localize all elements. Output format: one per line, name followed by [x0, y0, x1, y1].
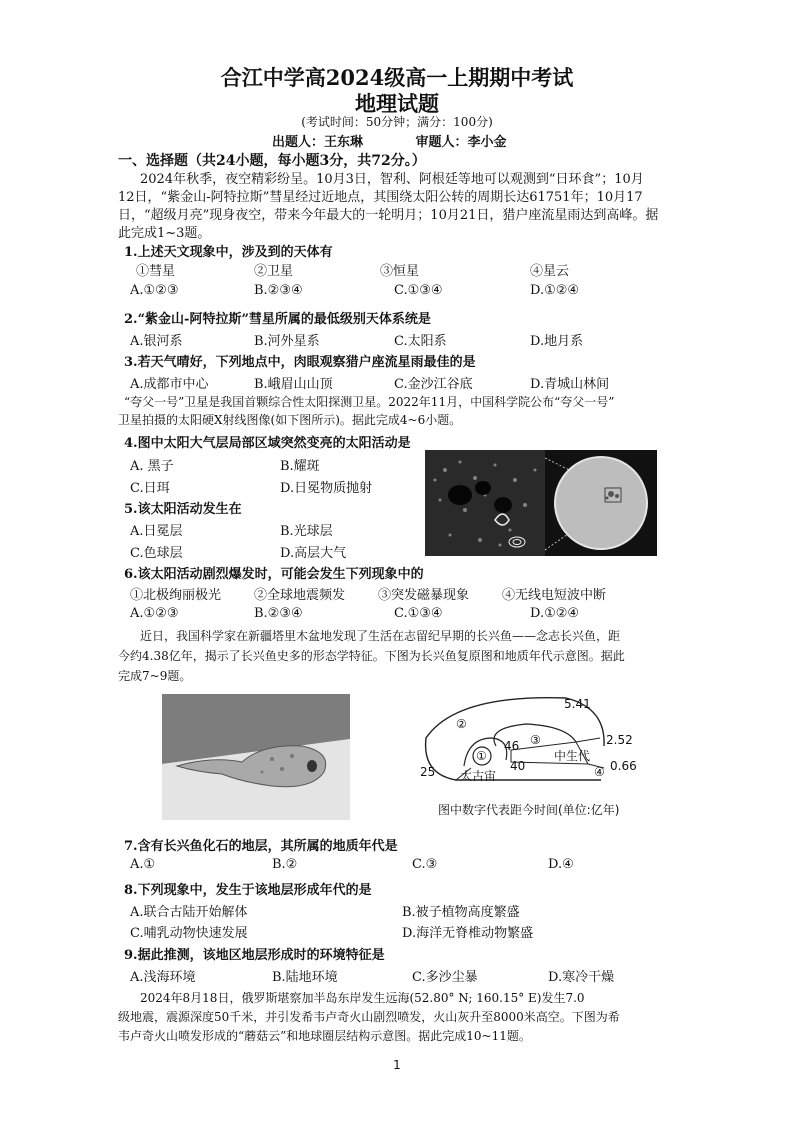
intro3-line: 近日，我国科学家在新疆塔里木盆地发现了生活在志留纪早期的长兴鱼——念志长兴鱼，距 — [140, 629, 621, 643]
q8-stem: 8.下列现象中，发生于该地层形成年代的是 — [124, 883, 372, 898]
q1-option: C.①③④ — [394, 283, 443, 298]
q1-item: ②卫星 — [254, 264, 294, 279]
q9-stem: 9.据此推测，该地区地层形成时的环境特征是 — [124, 948, 385, 963]
q6-option: B.②③④ — [254, 606, 303, 621]
q4-stem: 4.图中太阳大气层局部区域突然变亮的太阳活动是 — [124, 436, 411, 451]
q5-option: C.色球层 — [130, 546, 183, 561]
q3-option: C.金沙江谷底 — [394, 377, 473, 392]
q2-option: D.地月系 — [530, 334, 584, 349]
intro3-line: 今约4.38亿年，揭示了长兴鱼史多的形态学特征。下图为长兴鱼复原图和地质年代示意图。据此 — [118, 649, 625, 663]
q6-item: ①北极绚丽极光 — [130, 588, 222, 603]
authors — [272, 131, 555, 150]
q3-option: A.成都市中心 — [130, 377, 209, 392]
label-mesozoic: 中生代 — [554, 749, 591, 763]
label-archean: 太古宙 — [460, 769, 497, 783]
intro2-line: 卫星拍摄的太阳硬X射线图像(如下图所示)。据此完成4~6小题。 — [118, 413, 462, 427]
fish-figure — [162, 694, 350, 820]
q4-option: A. 黑子 — [130, 459, 174, 474]
geologic-time-diagram — [416, 688, 642, 804]
region-2: ② — [456, 717, 467, 731]
intro-line: 日，“超级月亮”现身夜空，带来今年最大的一轮明月；10月21日，猎户座流星雨达到高峰。据 — [118, 208, 659, 223]
exam-title: 合江中学高2024级高一上期期中考试 — [220, 65, 574, 90]
q6-option: A.①②③ — [130, 606, 179, 621]
q9-option: B.陆地环境 — [272, 970, 338, 985]
q8-option: B.被子植物高度繁盛 — [402, 905, 520, 920]
q8-options-row2 — [130, 922, 690, 940]
q6-option: C.①③④ — [394, 606, 443, 621]
q1-option: B.②③④ — [254, 283, 303, 298]
q5-options-row2 — [130, 542, 420, 560]
q2-option: C.太阳系 — [394, 334, 447, 349]
q7-option: C.③ — [412, 857, 438, 872]
q5-stem: 5.该太阳活动发生在 — [124, 502, 242, 517]
q8-option: C.哺乳动物快速发展 — [130, 926, 248, 941]
region-3: ③ — [530, 733, 541, 747]
q6-item: ②全球地震频发 — [254, 588, 346, 603]
intro-line: 12日，“紫金山-阿特拉斯”彗星经过近地点，其围绕太阳公转的周期长达61751年；10月17 — [118, 190, 643, 205]
q9-options — [130, 966, 690, 984]
q4-options-row1 — [130, 455, 420, 473]
q6-stem: 6.该太阳活动剧烈爆发时，可能会发生下列现象中的 — [124, 567, 424, 582]
solar-xray-image — [425, 450, 657, 556]
diagram-caption: 图中数字代表距今时间(单位:亿年) — [438, 803, 620, 817]
q8-option: A.联合古陆开始解体 — [130, 905, 248, 920]
q3-option: D.青城山林间 — [530, 377, 610, 392]
solar-xray-figure — [425, 450, 657, 556]
region-1: ① — [476, 749, 487, 763]
reviewer: 审题人：李小金 — [415, 135, 507, 150]
q1-option: D.①②④ — [530, 283, 580, 298]
leader-line — [576, 738, 600, 742]
q3-option: B.峨眉山山顶 — [254, 377, 333, 392]
q5-option: A.日冕层 — [130, 524, 183, 539]
q4-option: C.日珥 — [130, 481, 170, 496]
q9-option: D.寒冷干燥 — [548, 970, 615, 985]
q2-option: A.银河系 — [130, 334, 183, 349]
label-46: 46 — [504, 739, 520, 753]
label-066: 0.66 — [610, 759, 637, 773]
q1-options — [130, 283, 690, 301]
intro-line: 2024年秋季，夜空精彩纷呈。10月3日，智利、阿根廷等地可以观测到“日环食”；10月 — [140, 172, 644, 187]
q6-item: ④无线电短波中断 — [502, 588, 607, 603]
label-40: 40 — [510, 759, 526, 773]
q8-options-row1 — [130, 901, 690, 919]
region-4: ④ — [594, 765, 605, 779]
intro4-line: 级地震，震源深度50千米，并引发希韦卢奇火山剧烈喷发，火山灰升至8000米高空。下图为希 — [118, 1010, 620, 1024]
intro2-line: “夸父一号”卫星是我国首颗综合性太阳探测卫星。2022年11月，中国科学院公布“夸父一号” — [124, 395, 615, 409]
exam-info: (考试时间：50分钟；满分：100分) — [301, 115, 493, 129]
q1-option: A.①②③ — [130, 283, 179, 298]
q4-option: B.耀斑 — [280, 459, 320, 474]
q7-option: A.① — [130, 857, 156, 872]
intro-line: 此完成1~3题。 — [118, 226, 211, 241]
q7-option: D.④ — [548, 857, 574, 872]
intro4-line: 2024年8月18日，俄罗斯堪察加半岛东岸发生远海(52.80° N; 160.15° E)发生7.0 — [140, 991, 585, 1005]
q3-options — [130, 373, 690, 391]
q2-options — [130, 330, 690, 348]
q5-options-row1 — [130, 520, 420, 538]
q6-option: D.①②④ — [530, 606, 580, 621]
intro4-line: 韦卢奇火山喷发形成的“蘑菇云”和地球圈层结构示意图。据此完成10~11题。 — [118, 1029, 531, 1043]
section-heading: 一、选择题（共24小题，每小题3分，共72分。） — [118, 153, 426, 169]
label-252: 2.52 — [606, 733, 633, 747]
label-541: 5.41 — [564, 697, 591, 711]
q6-options — [130, 606, 690, 624]
q4-option: D.日冕物质抛射 — [280, 481, 373, 496]
setter: 出题人：王东琳 — [272, 135, 364, 150]
q8-option: D.海洋无脊椎动物繁盛 — [402, 926, 534, 941]
q1-item: ④星云 — [530, 264, 570, 279]
q9-option: C.多沙尘暴 — [412, 970, 478, 985]
q4-options-row2 — [130, 477, 420, 495]
q5-option: D.高层大气 — [280, 546, 347, 561]
q1-item: ①彗星 — [136, 264, 176, 279]
label-25: 25 — [420, 765, 436, 779]
q2-option: B.河外星系 — [254, 334, 320, 349]
q1-stem: 1.上述天文现象中，涉及到的天体有 — [124, 245, 333, 260]
q2-stem: 2.“紫金山-阿特拉斯”彗星所属的最低级别天体系统是 — [124, 312, 431, 327]
page-number: 1 — [393, 1058, 401, 1072]
q7-stem: 7.含有长兴鱼化石的地层，其所属的地质年代是 — [124, 839, 398, 854]
q7-option: B.② — [272, 857, 298, 872]
q6-item: ③突发磁暴现象 — [378, 588, 470, 603]
q1-items — [130, 260, 690, 278]
fish-reconstruction-image — [162, 694, 350, 820]
q1-item: ③恒星 — [380, 264, 420, 279]
q3-stem: 3.若天气晴好，下列地点中，肉眼观察猎户座流星雨最佳的是 — [124, 355, 476, 370]
q7-options — [130, 857, 690, 875]
q9-option: A.浅海环境 — [130, 970, 196, 985]
intro3-line: 完成7~9题。 — [118, 669, 192, 683]
q5-option: B.光球层 — [280, 524, 333, 539]
exam-subtitle: 地理试题 — [355, 91, 439, 116]
q6-items — [130, 584, 690, 602]
